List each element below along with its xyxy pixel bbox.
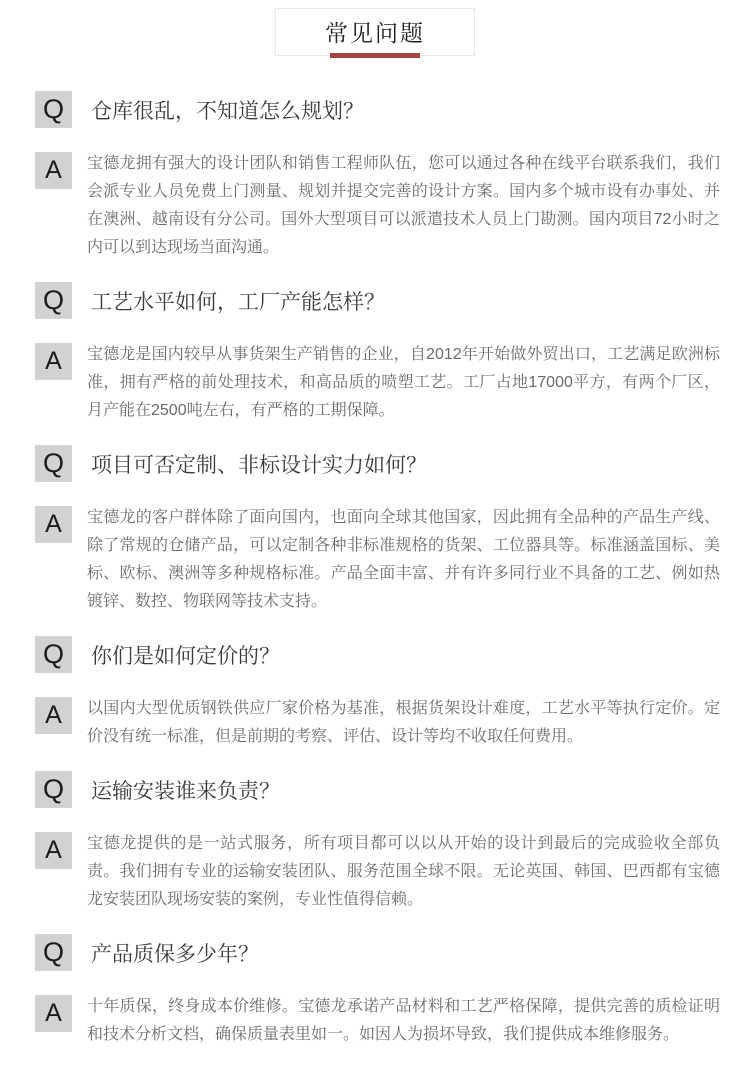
faq-list: [0, 58, 750, 1089]
answer-badge: A: [35, 832, 72, 869]
answer-row: [35, 343, 720, 425]
answer-row: [35, 832, 720, 914]
question-row: [35, 282, 720, 319]
question-badge: Q: [35, 934, 72, 971]
question-text: 仓库很乱，不知道怎么规划？: [91, 99, 364, 123]
title-accent-bar: [330, 53, 420, 58]
answer-text: 宝德龙是国内较早从事货架生产销售的企业，自2012年开始做外贸出口，工艺满足欧洲标准，拥有严格的前处理技术，和高品质的喷塑工艺。工厂占地17000平方，有两个厂区，月产能在2500吨左右，有严格的工期保障。: [87, 346, 720, 419]
question-text: 产品质保多少年？: [91, 942, 259, 966]
faq-item: [35, 282, 720, 425]
question-text: 项目可否定制、非标设计实力如何？: [91, 453, 427, 477]
page-title: 常见问题: [325, 20, 425, 46]
answer-text: 宝德龙的客户群体除了面向国内，也面向全球其他国家，因此拥有全品种的产品生产线、除了常规的仓储产品，可以定制各种非标准规格的货架、工位器具等。标准涵盖国标、美标、欧标、澳洲等多种规格标准。产品全面丰富、并有许多同行业不具备的工艺、例如热镀锌、数控、物联网等技术支持。: [87, 509, 720, 610]
question-text: 运输安装谁来负责？: [91, 779, 280, 803]
answer-row: [35, 152, 720, 262]
faq-item: [35, 91, 720, 262]
page-title-box: [275, 8, 475, 56]
question-row: [35, 934, 720, 971]
question-badge: Q: [35, 91, 72, 128]
answer-badge: A: [35, 506, 72, 543]
faq-item: [35, 934, 720, 1049]
question-badge: Q: [35, 282, 72, 319]
answer-row: [35, 995, 720, 1049]
faq-header: [0, 0, 750, 58]
question-row: [35, 771, 720, 808]
question-badge: Q: [35, 771, 72, 808]
question-text: 工艺水平如何，工厂产能怎样？: [91, 290, 385, 314]
answer-text: 宝德龙提供的是一站式服务，所有项目都可以以从开始的设计到最后的完成验收全部负责。我们拥有专业的运输安装团队、服务范围全球不限。无论英国、韩国、巴西都有宝德龙安装团队现场安装的案例，专业性值得信赖。: [87, 835, 720, 908]
answer-text: 以国内大型优质钢铁供应厂家价格为基准，根据货架设计难度，工艺水平等执行定价。定价没有统一标准，但是前期的考察、评估、设计等均不收取任何费用。: [87, 700, 720, 745]
question-row: [35, 445, 720, 482]
question-text: 你们是如何定价的？: [91, 644, 280, 668]
faq-item: [35, 445, 720, 616]
question-badge: Q: [35, 636, 72, 673]
answer-badge: A: [35, 343, 72, 380]
answer-badge: A: [35, 995, 72, 1032]
answer-row: [35, 697, 720, 751]
answer-badge: A: [35, 152, 72, 189]
answer-badge: A: [35, 697, 72, 734]
answer-row: [35, 506, 720, 616]
faq-item: [35, 771, 720, 914]
answer-text: 十年质保，终身成本价维修。宝德龙承诺产品材料和工艺严格保障，提供完善的质检证明和技术分析文档，确保质量表里如一。如因人为损坏导致，我们提供成本维修服务。: [87, 998, 720, 1043]
answer-text: 宝德龙拥有强大的设计团队和销售工程师队伍，您可以通过各种在线平台联系我们，我们会派专业人员免费上门测量、规划并提交完善的设计方案。国内多个城市设有办事处、并在澳洲、越南设有分公司。国外大型项目可以派遣技术人员上门勘测。国内项目72小时之内可以到达现场当面沟通。: [87, 155, 720, 256]
question-row: [35, 636, 720, 673]
faq-item: [35, 636, 720, 751]
question-badge: Q: [35, 445, 72, 482]
question-row: [35, 91, 720, 128]
